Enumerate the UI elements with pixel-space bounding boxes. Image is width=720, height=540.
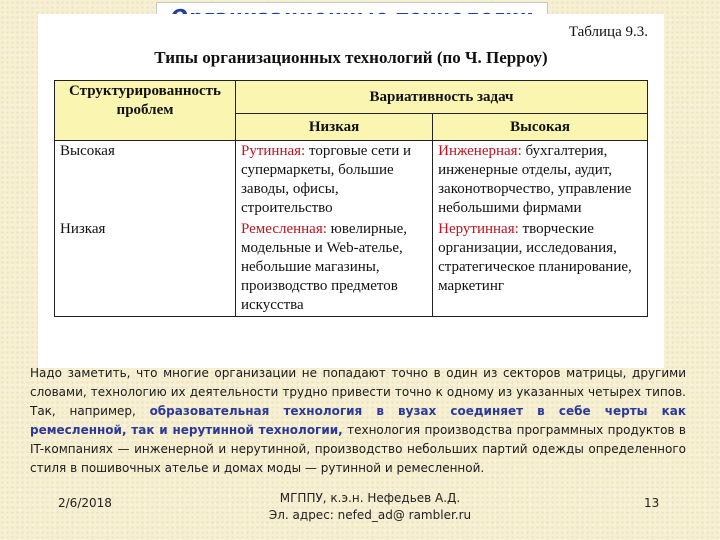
header-row-dimension: Структурированность проблем [55,81,236,141]
header-col-low: Низкая [236,114,433,141]
footer-date: 2/6/2018 [58,496,112,510]
cell-routine-text: торговые сети и супермаркеты, большие заводы, офисы, строительство [241,143,412,216]
paragraph-highlight: образовательная технология в вузах соединяет в себе черты как ремесленной, так и нерутинной технологии, [30,404,686,437]
footer-author: МГППУ, к.э.н. Нефедьев А.Д. [279,491,461,505]
tech-type-craft: Ремесленная: [241,221,327,237]
cell-nonroutine-text: творческие организации, исследования, стратегическое планирование, маркетинг [438,221,632,294]
table-row [55,141,648,220]
cell-engineering-text: бухгалтерия, инженерные отделы, аудит, законотворчество, управление небольшими фирмами [438,143,632,216]
footer-author-block [240,490,500,524]
page-number: 13 [644,496,660,510]
header-column-dimension: Вариативность задач [236,81,648,114]
technology-matrix [54,80,648,317]
tech-type-nonroutine: Нерутинная: [438,221,519,237]
body-paragraph [30,364,686,478]
table-number: Таблица 9.3. [568,24,648,40]
tech-type-engineering: Инженерная: [438,143,522,159]
tech-type-routine: Рутинная: [241,143,306,159]
cell-craft-text: ювелирные, модельные и Web-ателье, небольшие магазины, производство предметов искусства [241,221,408,313]
row-label-low: Низкая [55,219,236,317]
cell-routine [236,141,433,220]
table-caption: Типы организационных технологий (по Ч. Перроу) [154,48,548,67]
table-row [55,219,648,317]
row-label-high: Высокая [55,141,236,220]
cell-nonroutine [433,219,648,317]
paragraph-part1: Надо заметить, что многие организации не попадают точно в один из секторов матрицы, другими словами, технологию их деятельности трудно привести точно к одному из указанных четырех типов. Так, например, [30,366,686,418]
cell-engineering [433,141,648,220]
header-col-high: Высокая [433,114,648,141]
footer-email: Эл. адрес: nefed_ad@ rambler.ru [268,508,472,522]
scanned-table-image [38,14,664,368]
paragraph-part2: технология производства программных продуктов в IT-компаниях — инженерной и нерутинной, производство небольших партий одежды определенного стиля в пошивочных ателье и домах моды — рутинной и ремесленной. [30,423,687,475]
cell-craft [236,219,433,317]
